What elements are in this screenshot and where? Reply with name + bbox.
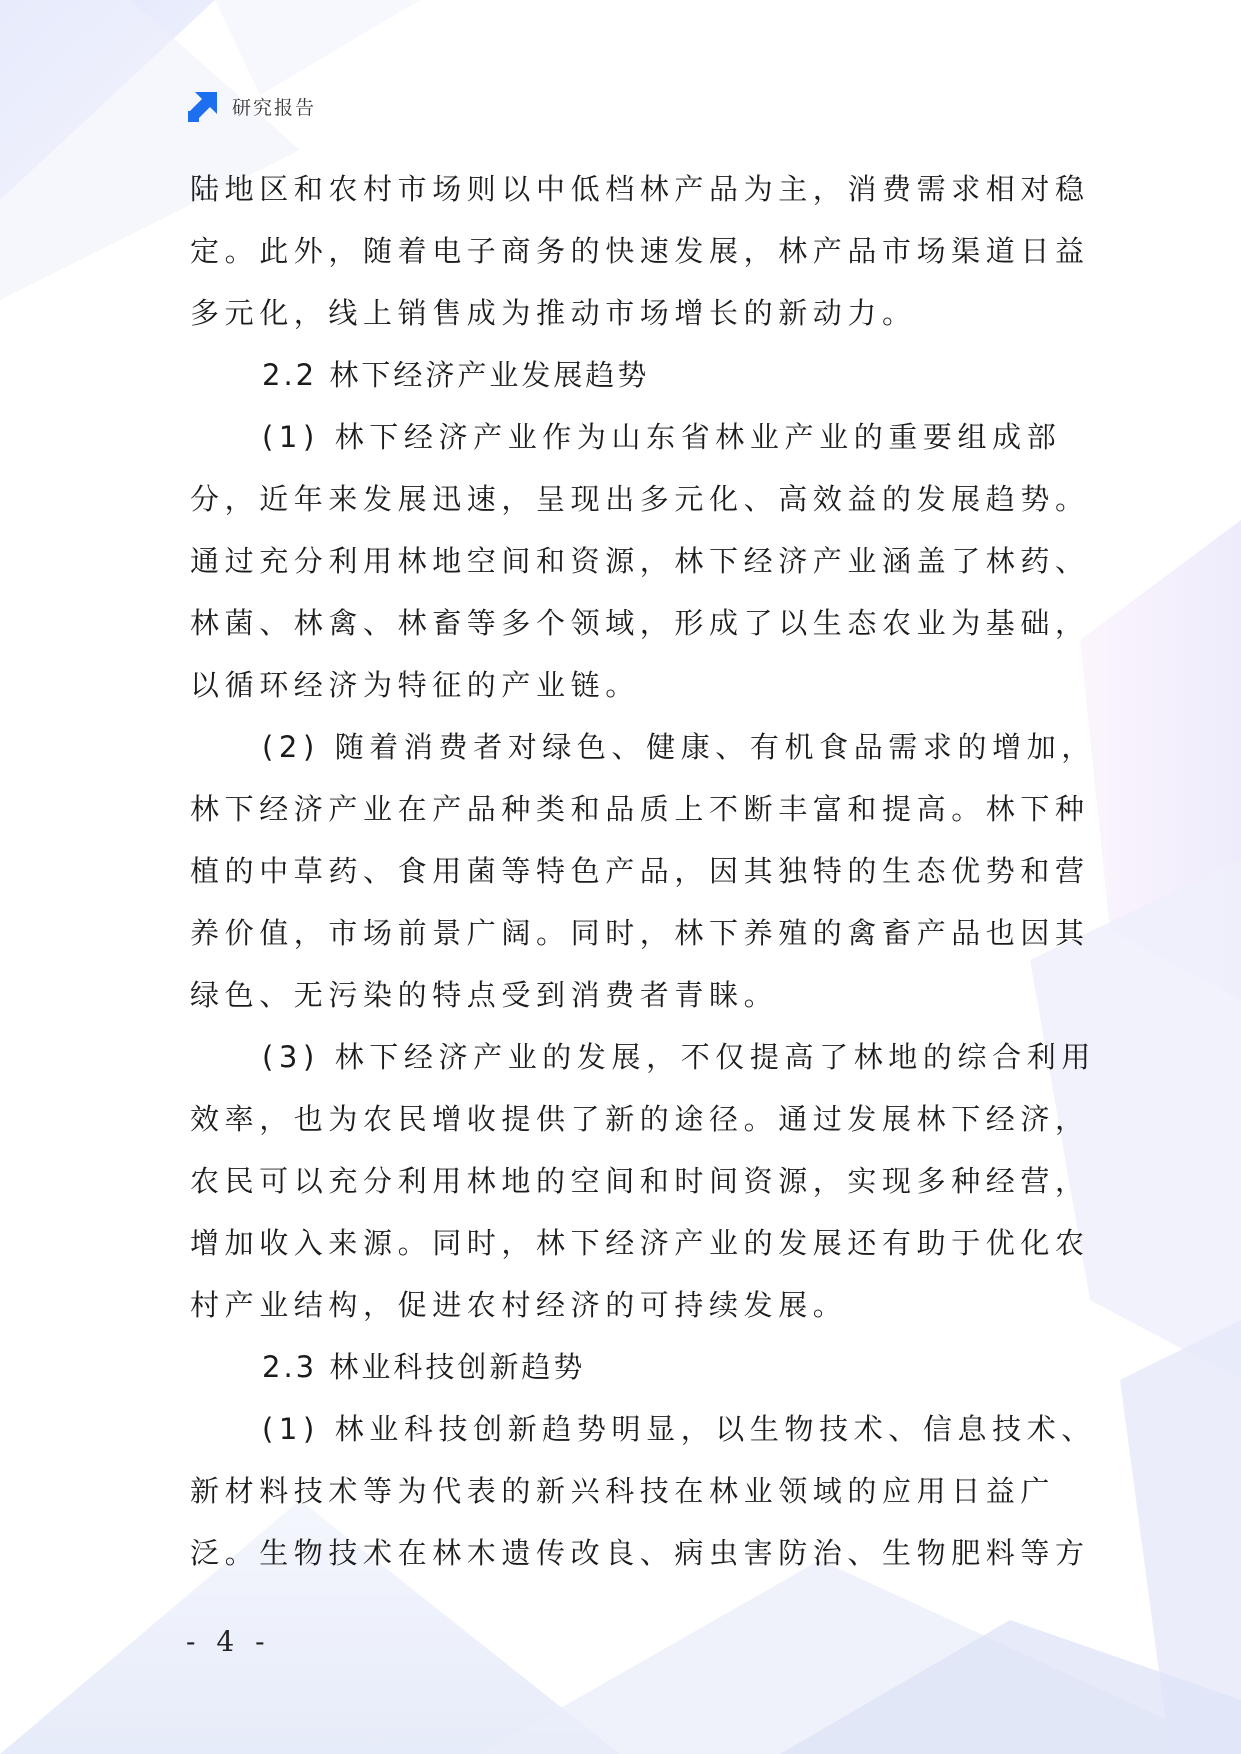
section-heading-2-2: 2.2 林下经济产业发展趋势 bbox=[262, 358, 650, 392]
paragraph-line: 植的中草药、食用菌等特色产品，因其独特的生态优势和营 bbox=[190, 854, 1090, 888]
paragraph-line: 新材料技术等为代表的新兴科技在林业领域的应用日益广 bbox=[190, 1474, 1056, 1508]
paragraph-line: 林下经济产业在产品种类和品质上不断丰富和提高。林下种 bbox=[190, 792, 1090, 826]
paragraph-line: 效率，也为农民增收提供了新的途径。通过发展林下经济， bbox=[190, 1102, 1090, 1136]
paragraph-line: 分，近年来发展迅速，呈现出多元化、高效益的发展趋势。 bbox=[190, 482, 1090, 516]
paragraph-line: 泛。生物技术在林木遗传改良、病虫害防治、生物肥料等方 bbox=[190, 1536, 1090, 1570]
paragraph-line: 养价值，市场前景广阔。同时，林下养殖的禽畜产品也因其 bbox=[190, 916, 1090, 950]
section-heading-2-3: 2.3 林业科技创新趋势 bbox=[262, 1350, 586, 1384]
arrow-up-right-icon bbox=[186, 89, 220, 123]
paragraph-line: 林菌、林禽、林畜等多个领域，形成了以生态农业为基础， bbox=[190, 606, 1090, 640]
paragraph-line: (1) 林业科技创新趋势明显，以生物技术、信息技术、 bbox=[262, 1412, 1096, 1446]
paragraph-line: (3) 林下经济产业的发展，不仅提高了林地的综合利用 bbox=[262, 1040, 1096, 1074]
header-title: 研究报告 bbox=[232, 96, 317, 119]
paragraph-line: 多元化，线上销售成为推动市场增长的新动力。 bbox=[190, 296, 917, 330]
paragraph-line: (1) 林下经济产业作为山东省林业产业的重要组成部 bbox=[262, 420, 1062, 454]
paragraph-line: 绿色、无污染的特点受到消费者青睐。 bbox=[190, 978, 779, 1012]
paragraph-line: 通过充分利用林地空间和资源，林下经济产业涵盖了林药、 bbox=[190, 544, 1090, 578]
report-header bbox=[186, 88, 316, 124]
page-number: - 4 - bbox=[186, 1625, 271, 1658]
paragraph-line: 以循环经济为特征的产业链。 bbox=[190, 668, 640, 702]
paragraph-line: 农民可以充分利用林地的空间和时间资源，实现多种经营， bbox=[190, 1164, 1090, 1198]
paragraph-line: 陆地区和农村市场则以中低档林产品为主，消费需求相对稳 bbox=[190, 172, 1090, 206]
paragraph-line: 增加收入来源。同时，林下经济产业的发展还有助于优化农 bbox=[190, 1226, 1090, 1260]
paragraph-line: 定。此外，随着电子商务的快速发展，林产品市场渠道日益 bbox=[190, 234, 1090, 268]
paragraph-line: 村产业结构，促进农村经济的可持续发展。 bbox=[190, 1288, 848, 1322]
paragraph-line: (2) 随着消费者对绿色、健康、有机食品需求的增加， bbox=[262, 730, 1096, 764]
body-text bbox=[190, 158, 1096, 1584]
